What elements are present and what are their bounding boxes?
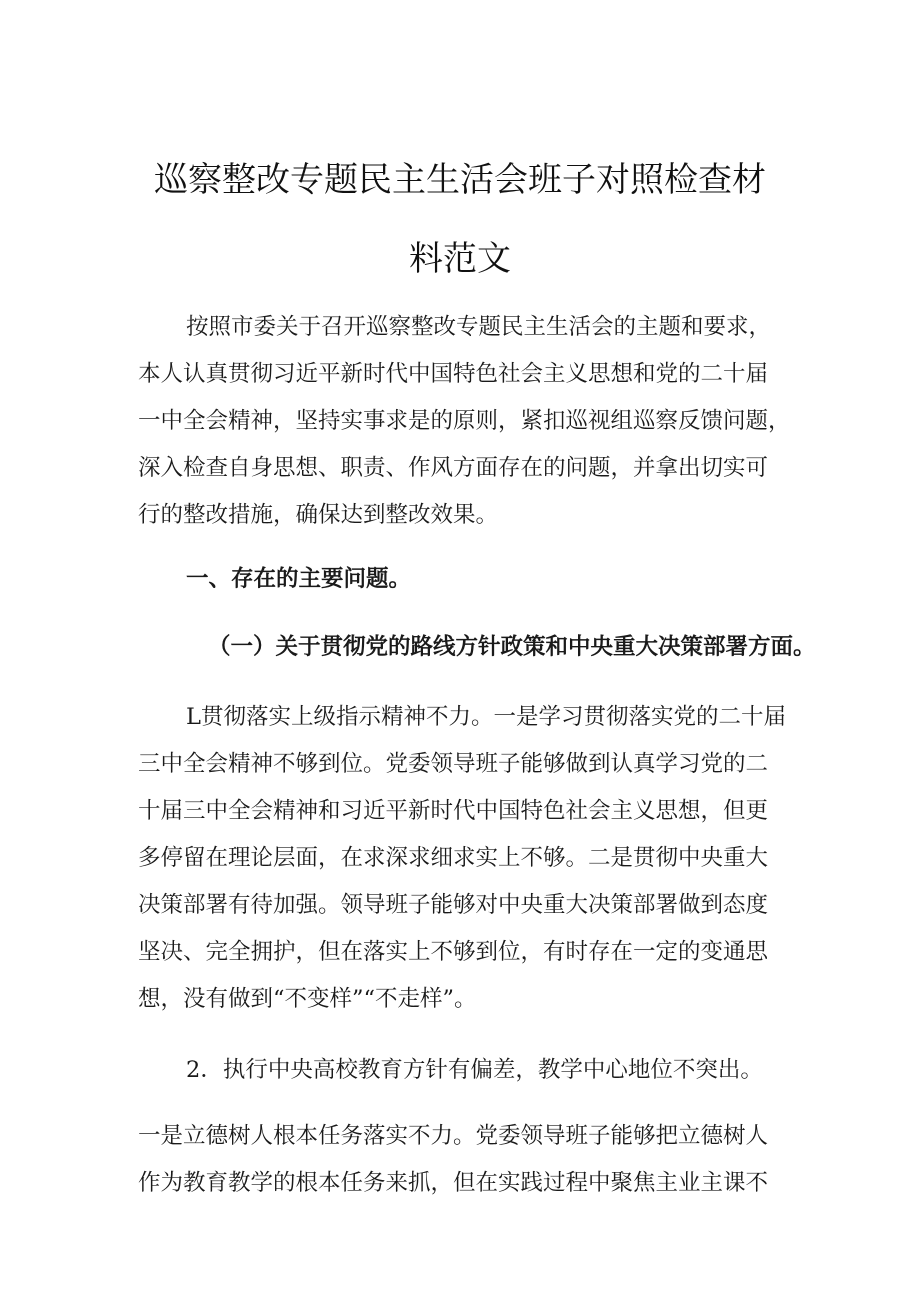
intro-paragraph-line: 本人认真贯彻习近平新时代中国特色社会主义思想和党的二十届: [138, 361, 769, 387]
item-2-heading: 2．执行中央高校教育方针有偏差，教学中心地位不突出。: [186, 1057, 763, 1083]
item-2-paragraph-line: 作为教育教学的根本任务来抓，但在实践过程中聚焦主业主课不: [138, 1170, 769, 1196]
subsection-heading: （一）关于贯彻党的路线方针政策和中央重大决策部署方面。: [208, 634, 816, 660]
item-1-paragraph-line: 十届三中全会精神和习近平新时代中国特色社会主义思想，但更: [138, 798, 769, 824]
item-1-paragraph-line: 坚决、完全拥护，但在落实上不够到位，有时存在一定的变通思: [138, 939, 769, 965]
intro-paragraph-line: 按照市委关于召开巡察整改专题民主生活会的主题和要求，: [186, 314, 772, 340]
document-title-line-2: 料范文: [409, 239, 511, 279]
item-1-paragraph-line: 决策部署有待加强。领导班子能够对中央重大决策部署做到态度: [138, 892, 769, 918]
section-heading: 一、存在的主要问题。: [186, 566, 412, 592]
item-2-paragraph-line: 一是立德树人根本任务落实不力。党委领导班子能够把立德树人: [138, 1123, 769, 1149]
item-1-paragraph-line: 三中全会精神不够到位。党委领导班子能够做到认真学习党的二: [138, 751, 769, 777]
document-title-line-1: 巡察整改专题民主生活会班子对照检查材: [154, 160, 766, 200]
item-1-paragraph-line: L贯彻落实上级指示精神不力。一是学习贯彻落实党的二十届: [186, 704, 786, 730]
item-1-paragraph-line: 想，没有做到“不变样”“不走样”。: [138, 986, 477, 1012]
item-1-paragraph-line: 多停留在理论层面，在求深求细求实上不够。二是贯彻中央重大: [138, 845, 769, 871]
intro-paragraph-line: 一中全会精神，坚持实事求是的原则，紧扣巡视组巡察反馈问题，: [138, 408, 791, 434]
intro-paragraph-line: 深入检查自身思想、职责、作风方面存在的问题，并拿出切实可: [138, 455, 769, 481]
intro-paragraph-line: 行的整改措施，确保达到整改效果。: [138, 502, 499, 528]
